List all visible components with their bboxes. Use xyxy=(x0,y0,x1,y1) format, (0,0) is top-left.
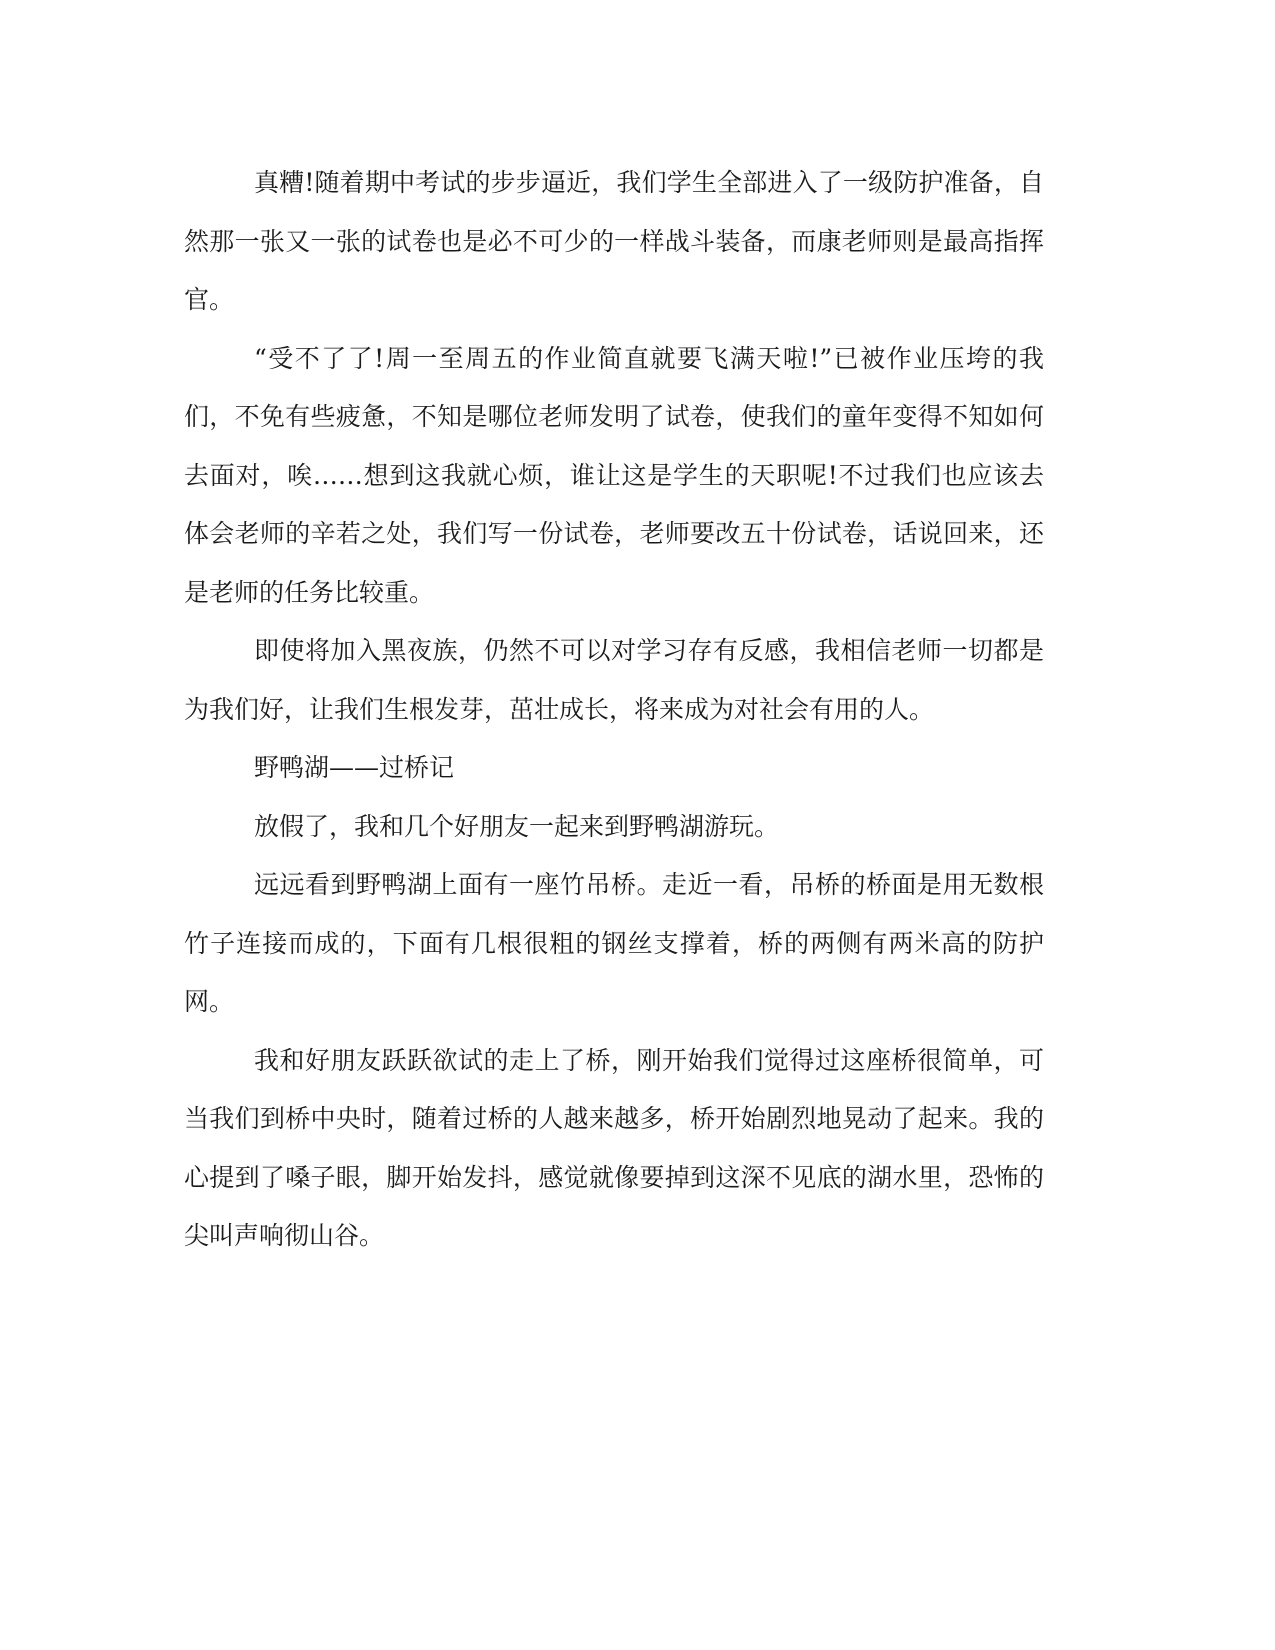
paragraph-crossing-bridge: 我和好朋友跃跃欲试的走上了桥，刚开始我们觉得过这座桥很简单，可当我们到桥中央时，随着过桥的人越来越多，桥开始剧烈地晃动了起来。我的心提到了嗓子眼，脚开始发抖，感觉就像要掉到这深不见底的湖水里，恐怖的尖叫声响彻山谷。 xyxy=(184,1045,1044,1250)
document-body xyxy=(184,154,1044,1266)
paragraph-exam-prep: 真糟!随着期中考试的步步逼近，我们学生全部进入了一级防护准备，自然那一张又一张的试卷也是必不可少的一样战斗装备，而康老师则是最高指挥官。 xyxy=(184,168,1044,314)
paragraph-holiday: 放假了，我和几个好朋友一起来到野鸭湖游玩。 xyxy=(254,811,780,841)
paragraph-teacher-good: 即使将加入黑夜族，仍然不可以对学习存有反感，我相信老师一切都是为我们好，让我们生根发芽，茁壮成长，将来成为对社会有用的人。 xyxy=(184,636,1044,724)
paragraph-bridge-description: 远远看到野鸭湖上面有一座竹吊桥。走近一看，吊桥的桥面是用无数根竹子连接而成的，下面有几根很粗的钢丝支撑着，桥的两侧有两米高的防护网。 xyxy=(184,870,1044,1016)
paragraph-homework-complaint: “受不了了!周一至周五的作业简直就要飞满天啦!”已被作业压垮的我们，不免有些疲惫，不知是哪位老师发明了试卷，使我们的童年变得不知如何去面对，唉……想到这我就心烦，谁让这是学生的天职呢!不过我们也应该去体会老师的辛若之处，我们写一份试卷，老师要改五十份试卷，话说回来，还是老师的任务比较重。 xyxy=(184,343,1044,607)
section-title: 野鸭湖——过桥记 xyxy=(254,753,455,782)
